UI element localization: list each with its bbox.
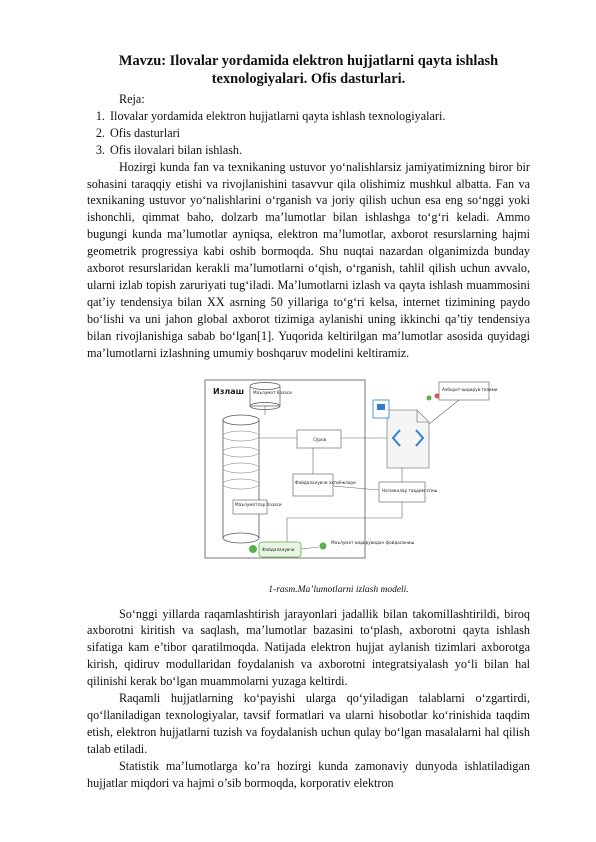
user-needs-label: Фойдаланувчи эҳтиёжлари xyxy=(295,479,356,485)
user-label: Фойдаланувчи xyxy=(262,546,295,552)
figure-search-model xyxy=(87,368,530,582)
plan-item: 2. Ofis dasturlari xyxy=(108,125,530,142)
paragraph-3: Raqamli hujjatlarning ko‘payishi ularga qo‘yiladigan talablarni o‘zgartirdi, qo‘llaniladigan texnologiyalar, tavsif formatlari va ularni hisobotlar ko‘rinishida taqdim etish, elektron hujjatlarni tuzish va foydalanish uchun qulay bo‘lgan masalalarni hal qilish talab etiladi. xyxy=(87,691,530,756)
results-label: Натижалар тақдим этиш xyxy=(382,487,438,493)
file-icon-mark xyxy=(377,404,385,410)
database-top-label: Маълумот базаси xyxy=(253,389,292,395)
paragraph-2: So‘nggi yillarda raqamlashtirish jarayonlari jadallik bilan takomillashtirildi, biroq axborotni kiritish va saqlash, ma’lumotlar bazasini to‘plash, axborotni qayta ishlash sifatiga kam e’tibor qaratilmoqda. Natijada elektron hujjat aylanish tizimlari axborotga kirish, qidiruv modullaridan foydalanish va axborotni integratsiyalash yo‘li bilan hal qilinishi kerak bo‘lgan muammolarni yuzaga keltirdi. xyxy=(87,606,530,689)
plan-item: 3. Ofis ilovalari bilan ishlash. xyxy=(108,142,530,159)
feedback-label: Маълумот қидирувидан фойдаланиш xyxy=(331,539,415,545)
repository-label: Ахборот-қидирув тизими xyxy=(442,386,498,392)
plan-label: Reja: xyxy=(119,92,145,106)
request-label: Сўров xyxy=(313,436,327,442)
database-main-icon xyxy=(223,415,259,543)
paragraph-4: Statistik ma’lumotlarga ko’ra hozirgi kunda zamonaviy dunyoda ishlatiladigan hujjatlar miqdori va hajmi o’sib bormoqda, korporativ elektron xyxy=(87,758,530,790)
plan-item: 1. Ilovalar yordamida elektron hujjatlarni qayta ishlash texnologiyalari. xyxy=(108,108,530,125)
plan-list xyxy=(87,108,530,159)
feedback-icon xyxy=(320,542,327,549)
search-model-diagram xyxy=(87,368,530,582)
title-line-1: Mavzu: Ilovalar yordamida elektron hujjatlarni qayta ishlash xyxy=(118,53,499,69)
database-main-label: Маълумотлар базаси xyxy=(235,501,282,507)
database-top-icon xyxy=(250,382,280,409)
paragraph-1: Hozirgi kunda fan va texnikaning ustuvor yo‘nalishlarsiz jamiyatimizning biror bir sohasini taraqqiy etishi va rivojlanishini tasavvur qila olishimiz mushkul albatta. Fan va texnikaning ustuvor yo‘nalishlarini o‘rganish va joriy qilish uchun esa eng so‘nggi yoki ishonchli, qimmat baho, dolzarb ma’lumotlar bilan ishlashga to‘g‘ri keladi. Ammo bugungi kunda ma’lumotlar ayniqsa, elektron ma’lumotlar, axborot resurslarning hajmi geometrik progressiya kabi oshib bormoqda. Shu nuqtai nazardan olganimizda bunday axborot resurslaridan kerakli ma’lumotlarni o‘qish, o‘rganish, tahlil qilish uchun avvalo, ularni izlab topish zaruriyati tug‘iladi. Ma’lumotlarni izlash va qayta ishlash muammosini qat’iy tendensiya bilan XX asrning 50 yillariga to‘g‘ri kelsa, internet tizimining paydo bo‘lishi va uni jahon global axborot tizimiga aylanishi uning ikkinchi qa’tiy tendensiya bilan rivojlanishiga sabab bo‘lgan[1]. Yuqorida keltirilgan ma’lumotlar asosida quyidagi ma’lumotlarni izlashning umumiy boshqaruv modelini keltiramiz. xyxy=(87,159,530,360)
search-frame-label: Излаш xyxy=(213,386,245,396)
user-icon xyxy=(249,545,257,553)
document-icon xyxy=(387,410,429,468)
page-title xyxy=(87,52,530,88)
status-dot-green xyxy=(427,395,432,400)
document-page xyxy=(87,52,530,791)
title-line-2: texnologiyalari. Ofis dasturlari. xyxy=(211,71,406,87)
user-needs-box xyxy=(293,474,333,496)
figure-caption: 1-rasm.Ma’lumotlarni izlash modeli. xyxy=(268,584,409,595)
